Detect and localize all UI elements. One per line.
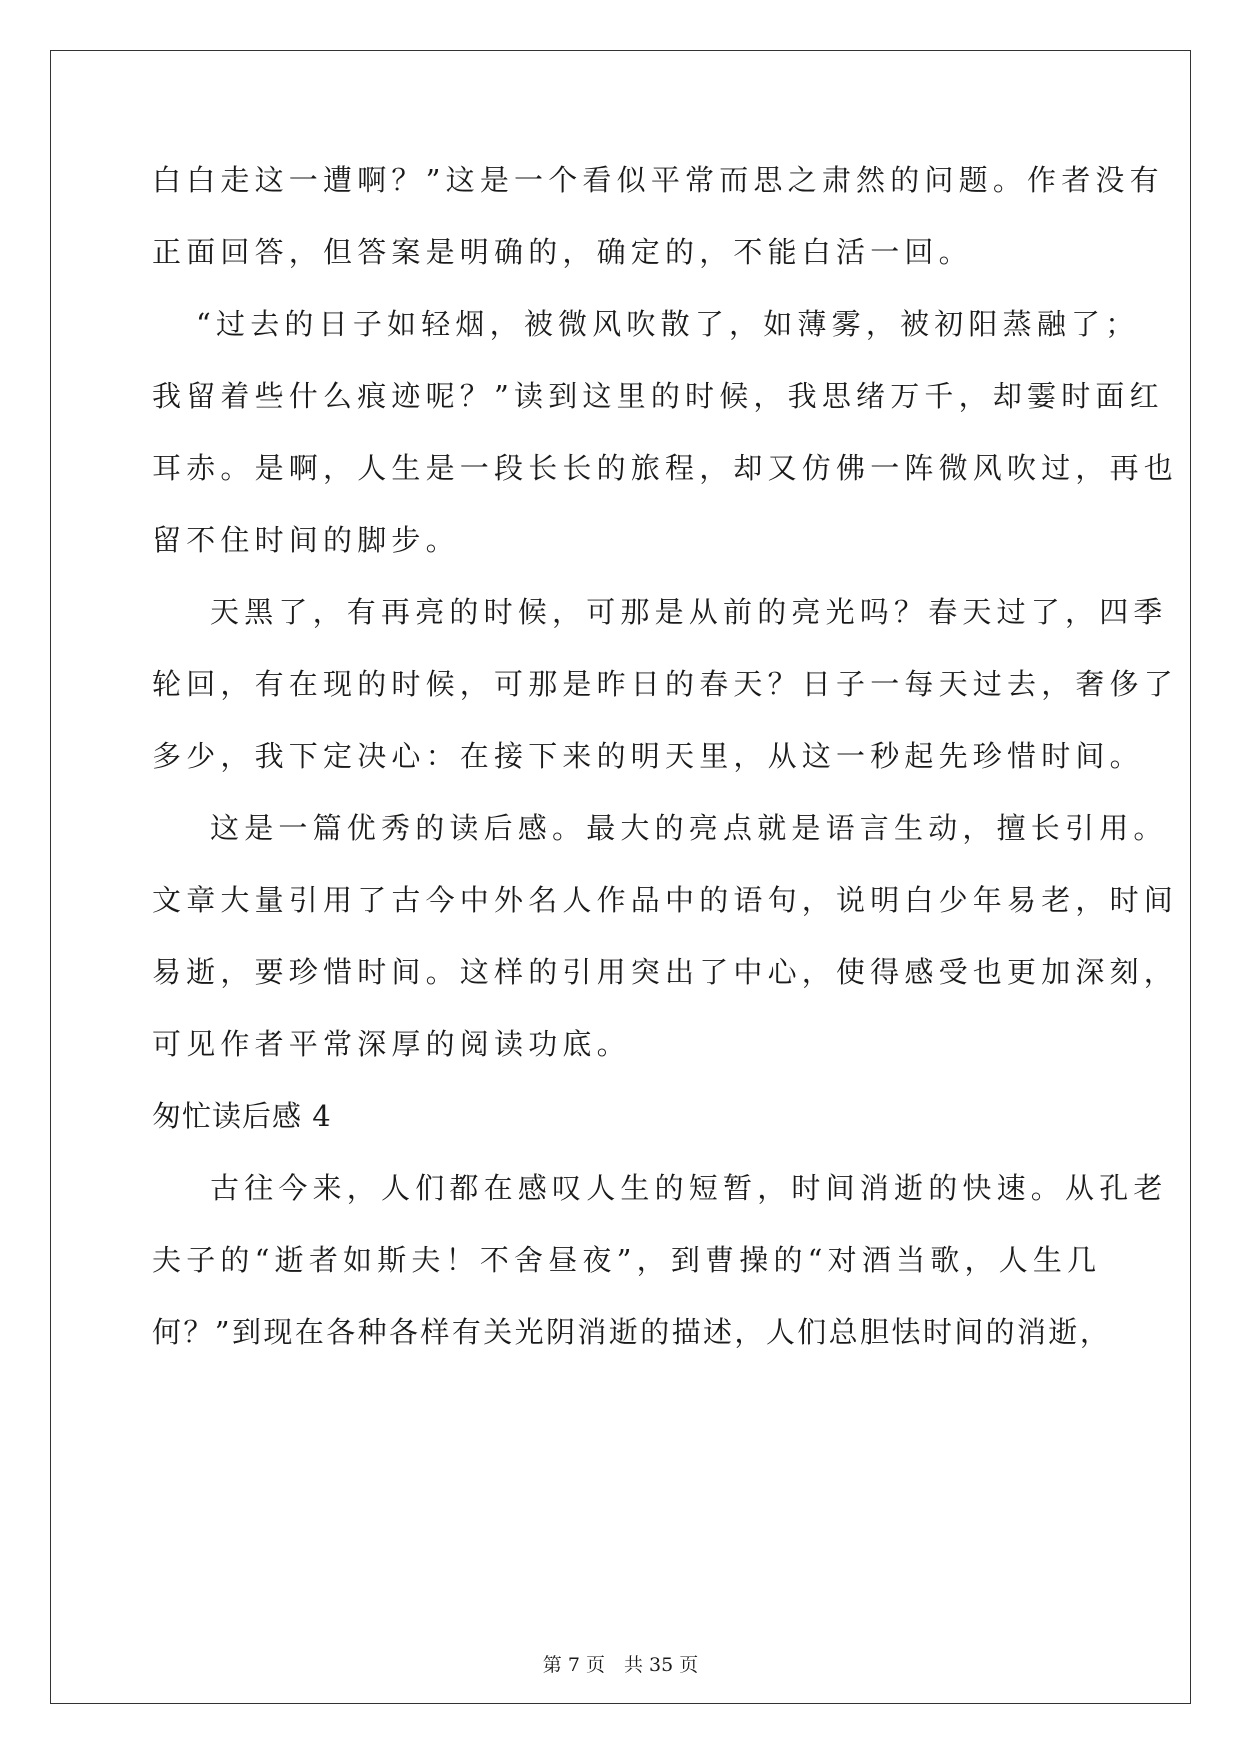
text-line: 留不住时间的脚步。 <box>152 523 460 557</box>
section-heading: 匆忙读后感 4 <box>152 1099 332 1133</box>
text-line: 可见作者平常深厚的阅读功底。 <box>152 1027 631 1061</box>
text-line: 我留着些什么痕迹呢？”读到这里的时候，我思绪万千，却霎时面红 <box>152 379 1164 413</box>
page-number: 第 7 页 共 35 页 <box>542 1654 699 1676</box>
page-border <box>50 50 1191 1704</box>
text-line: 多少，我下定决心：在接下来的明天里，从这一秒起先珍惜时间。 <box>152 739 1144 773</box>
text-line: 轮回，有在现的时候，可那是昨日的春天？日子一每天过去，奢侈了 <box>152 667 1179 701</box>
text-line: 古往今来，人们都在感叹人生的短暂，时间消逝的快速。从孔老 <box>210 1171 1168 1205</box>
text-line: “过去的日子如轻烟，被微风吹散了，如薄雾，被初阳蒸融了； <box>196 307 1140 341</box>
text-line: 这是一篇优秀的读后感。最大的亮点就是语言生动，擅长引用。 <box>210 811 1168 845</box>
text-line: 天黑了，有再亮的时候，可那是从前的亮光吗？春天过了，四季 <box>210 595 1168 629</box>
text-line: 夫子的“逝者如斯夫！不舍昼夜”，到曹操的“对酒当歌，人生几 <box>152 1243 1102 1277</box>
text-line: 易逝，要珍惜时间。这样的引用突出了中心，使得感受也更加深刻， <box>152 955 1179 989</box>
text-line: 白白走这一遭啊？”这是一个看似平常而思之肃然的问题。作者没有 <box>152 163 1164 197</box>
text-line: 正面回答，但答案是明确的，确定的，不能白活一回。 <box>152 235 973 269</box>
text-line: 何？”到现在各种各样有关光阴消逝的描述，人们总胆怯时间的消逝， <box>152 1315 1112 1349</box>
text-line: 文章大量引用了古今中外名人作品中的语句，说明白少年易老，时间 <box>152 883 1179 917</box>
text-line: 耳赤。是啊，人生是一段长长的旅程，却又仿佛一阵微风吹过，再也 <box>152 451 1179 485</box>
